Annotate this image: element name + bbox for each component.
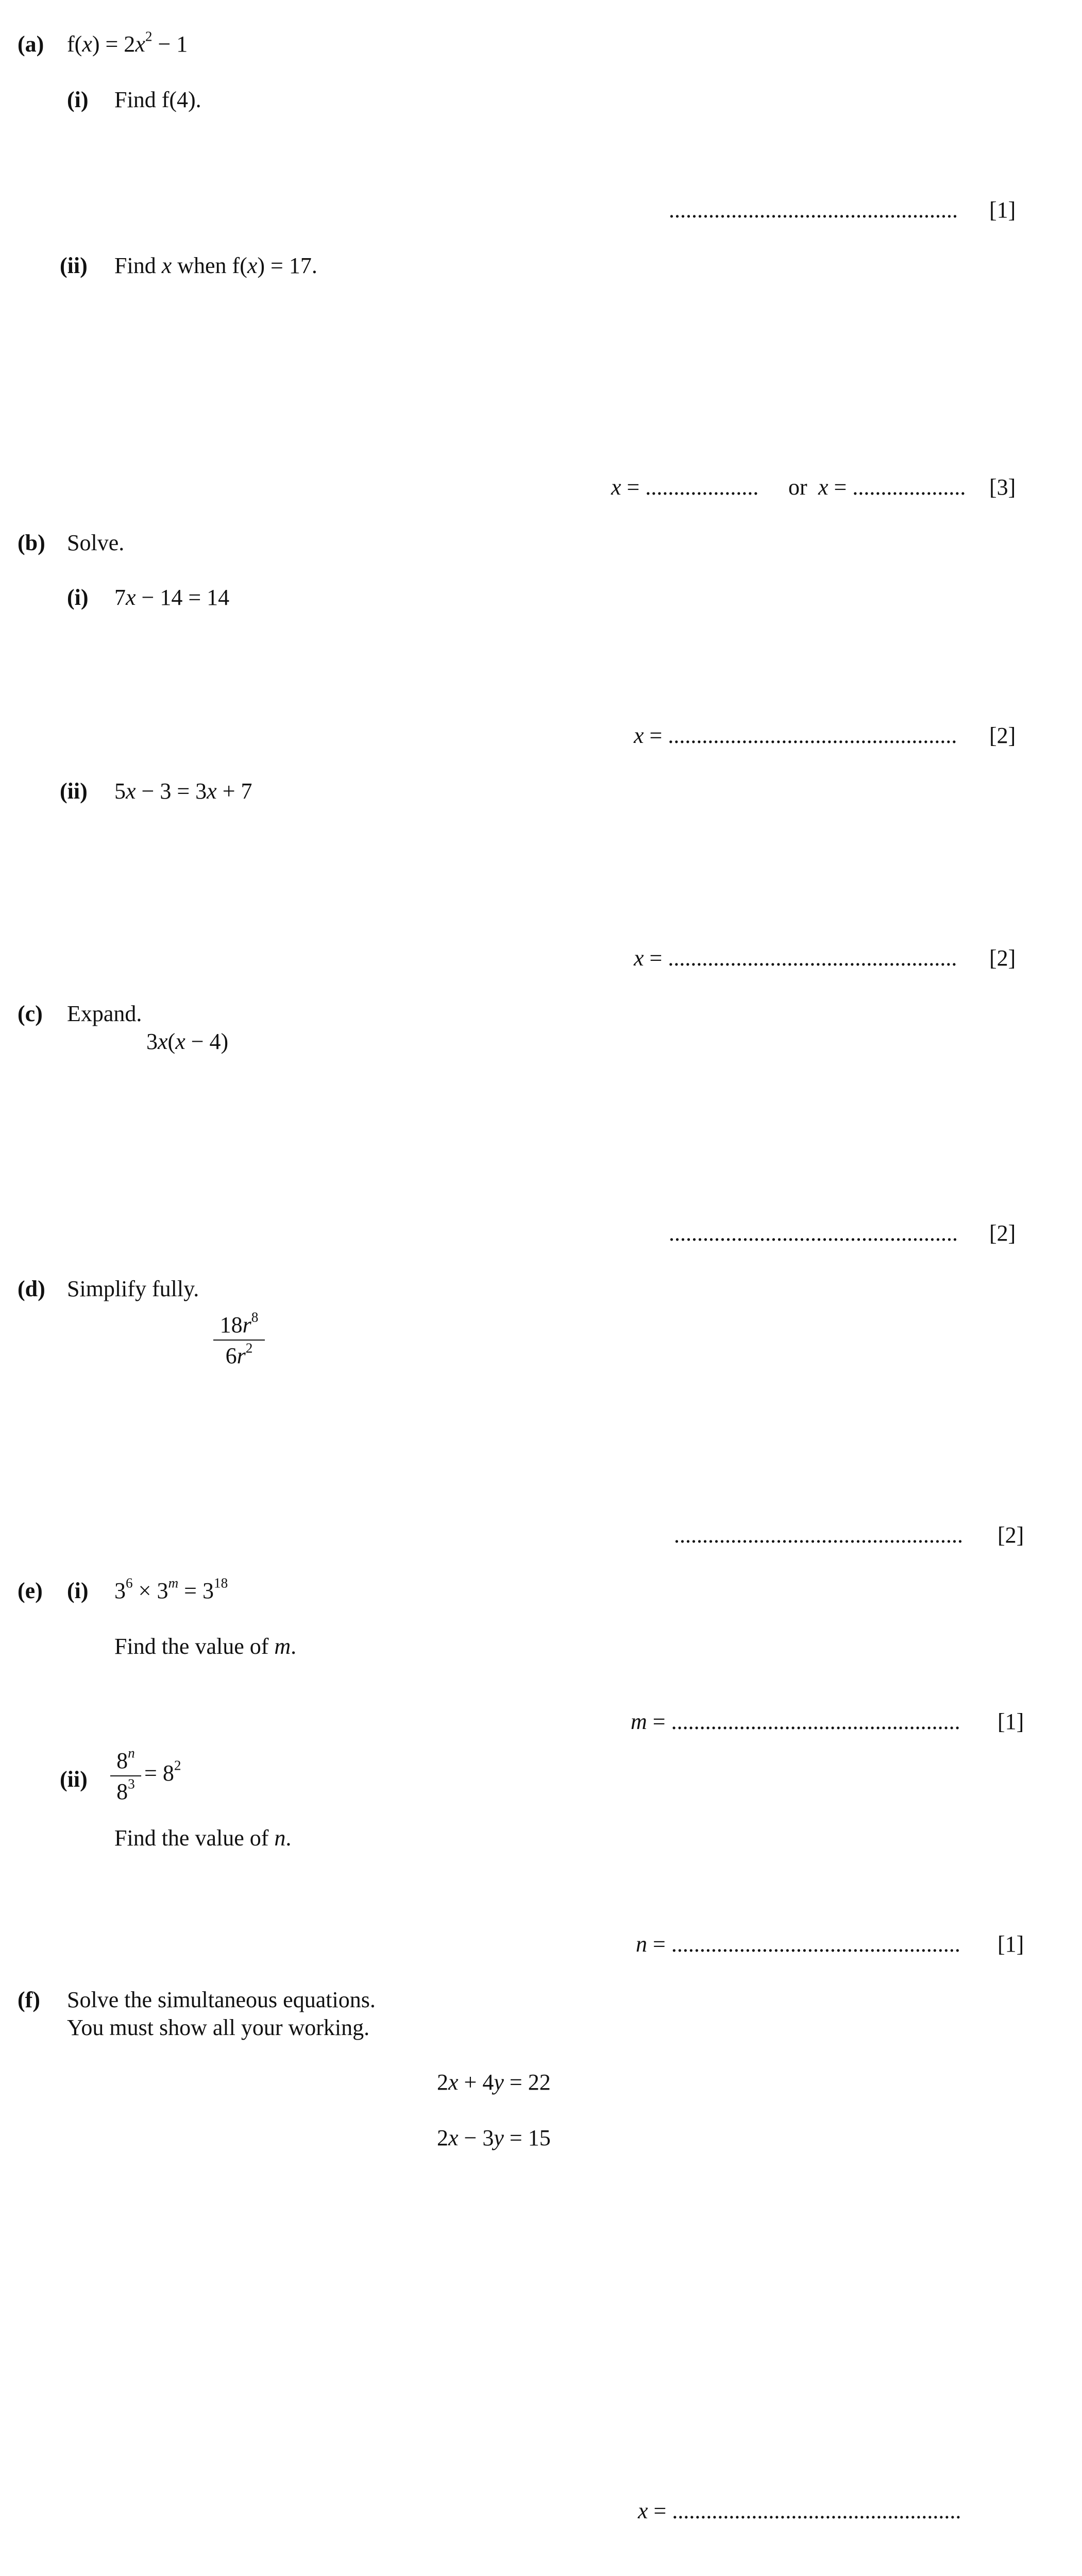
part-b-ii-answer-line[interactable]: x = ................................................... — [634, 945, 957, 971]
part-a-ii-question: Find x when f(x) = 17. — [114, 253, 317, 278]
part-f-instruction-1: Solve the simultaneous equations. — [67, 1987, 376, 2012]
part-a-i-answer-line[interactable]: ................................................... — [669, 197, 958, 223]
part-b-label: (b) — [18, 530, 45, 555]
part-b-instruction: Solve. — [67, 530, 125, 555]
part-a-i-label: (i) — [67, 87, 89, 112]
part-d-fraction — [213, 1309, 265, 1368]
part-c-expression: 3x(x − 4) — [146, 1029, 229, 1054]
part-b-i-label: (i) — [67, 585, 89, 610]
part-b-ii-marks: [2] — [989, 945, 1016, 971]
part-e-i-answer-line[interactable]: m = ................................................... — [631, 1709, 960, 1734]
part-e-i-question: Find the value of m. — [114, 1634, 297, 1659]
part-e-i-label: (i) — [67, 1578, 89, 1603]
part-e-i-equation: $3^6 \times 3^m = 3^{18}$ — [114, 1575, 228, 1603]
part-e-ii-rhs: = $8^2$ — [144, 1757, 181, 1786]
part-a-ii-answer-x1[interactable]: x = .................... — [611, 474, 759, 500]
part-e-ii-answer-line[interactable]: n = ................................................... — [636, 1931, 960, 1957]
part-e-ii-numerator: 8$^n$ — [110, 1750, 141, 1776]
part-a-ii-or-text: or — [788, 474, 807, 500]
part-a-function: $f(x) = 2x^2 - 1$ — [67, 28, 188, 57]
part-a-ii-answer-x2[interactable]: x = .................... — [818, 474, 966, 500]
part-d-numerator: $18r^8$ — [213, 1314, 265, 1341]
part-c-answer-line[interactable]: ................................................... — [669, 1221, 958, 1246]
part-f-instruction-2: You must show all your working. — [67, 2015, 370, 2040]
part-a-ii-marks: [3] — [989, 474, 1016, 500]
part-a-ii-label: (ii) — [60, 253, 88, 278]
part-e-ii-fraction — [110, 1745, 141, 1804]
part-b-i-answer-line[interactable]: x = ................................................... — [634, 723, 957, 748]
part-e-ii-label: (ii) — [60, 1767, 88, 1792]
part-d-marks: [2] — [998, 1522, 1024, 1548]
part-a-i-marks: [1] — [989, 197, 1016, 223]
part-b-i-marks: [2] — [989, 723, 1016, 748]
part-d-label: (d) — [18, 1276, 45, 1301]
part-c-marks: [2] — [989, 1221, 1016, 1246]
part-d-denominator: $6r^2$ — [225, 1340, 253, 1368]
part-e-i-marks: [1] — [998, 1709, 1024, 1734]
part-c-label: (c) — [18, 1001, 43, 1026]
part-f-label: (f) — [18, 1987, 40, 2012]
part-b-ii-equation: 5x − 3 = 3x + 7 — [114, 778, 252, 804]
part-e-ii-question: Find the value of n. — [114, 1825, 292, 1851]
part-f-equation-1: 2x + 4y = 22 — [437, 2070, 551, 2095]
part-a-label: (a) — [18, 31, 44, 57]
part-b-ii-label: (ii) — [60, 778, 88, 804]
part-e-ii-denominator: $8^3$ — [116, 1776, 135, 1804]
part-d-answer-line[interactable]: ................................................... — [674, 1522, 963, 1548]
part-e-label: (e) — [18, 1578, 43, 1603]
part-f-answer-x[interactable]: x = ................................................... — [638, 2498, 961, 2523]
part-f-equation-2: 2x − 3y = 15 — [437, 2125, 551, 2150]
part-e-ii-marks: [1] — [998, 1931, 1024, 1957]
part-b-i-equation: 7x − 14 = 14 — [114, 585, 230, 610]
part-c-instruction: Expand. — [67, 1001, 142, 1026]
part-a-i-question: Find f(4). — [114, 87, 201, 112]
part-d-instruction: Simplify fully. — [67, 1276, 199, 1301]
